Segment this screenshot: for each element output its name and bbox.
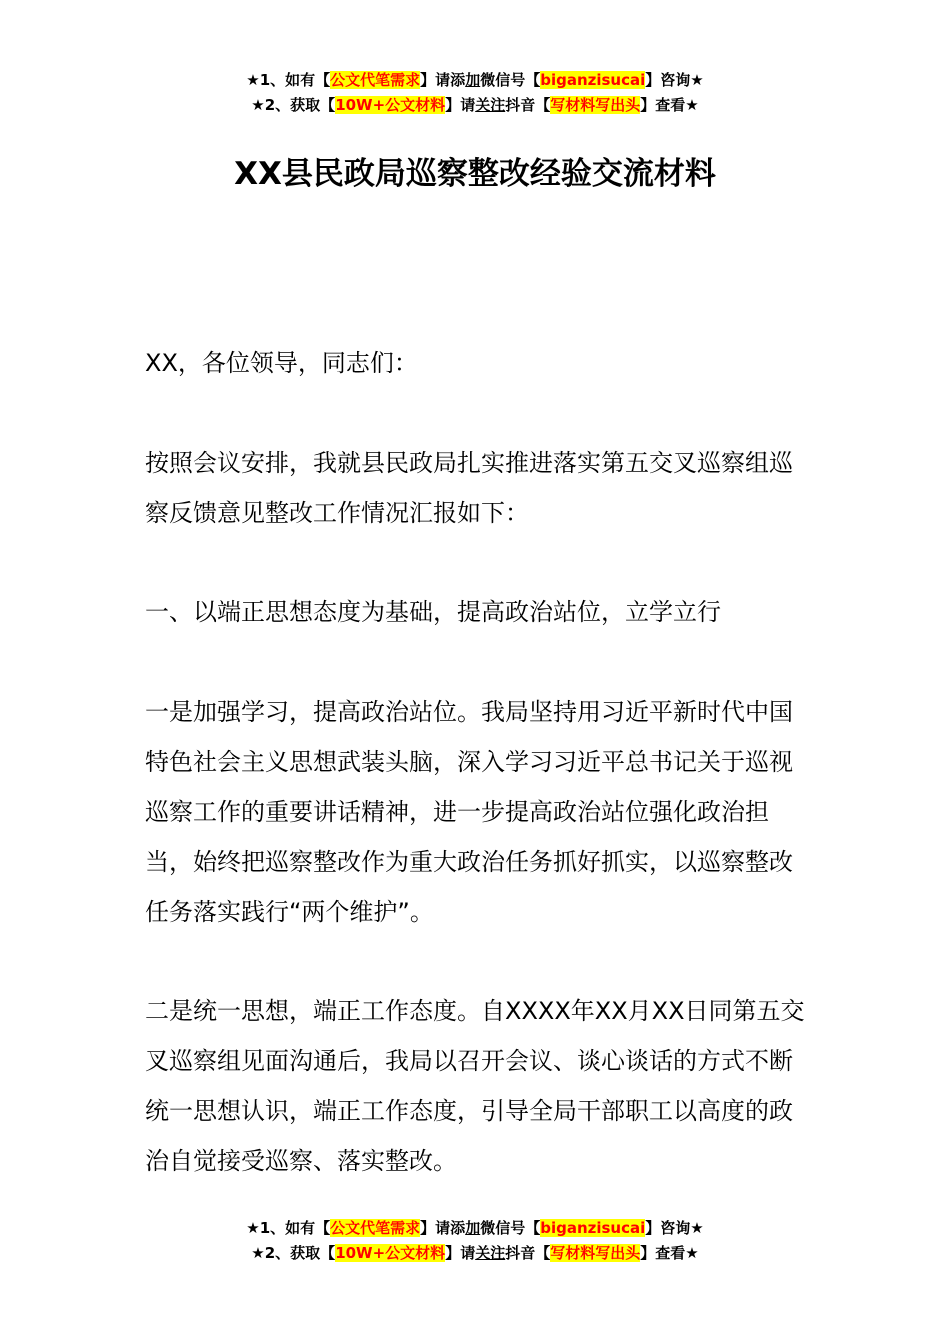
promo-line-1-text-2: 微信号【	[480, 71, 541, 89]
paragraph-point-two: 二是统一思想，端正工作态度。自XXXX年XX月XX日同第五交叉巡察组见面沟通后，我局以召开会议、谈心谈话的方式不断统一思想认识，端正工作态度，引导全局干部职工以高度的政治自觉接受巡察、落实整改。	[145, 997, 805, 1175]
promo-line-2-highlight-douyin: 写材料写出头	[550, 1244, 641, 1262]
promo-banner-bottom	[0, 1216, 950, 1266]
promo-line-1-text: 】请添	[420, 1219, 466, 1237]
promo-line-1-star-open: ★1、如有【	[246, 1219, 331, 1237]
promo-line-1-underlined: 加	[465, 71, 481, 89]
promo-line-2-star-open: ★2、获取【	[251, 96, 336, 114]
promo-line-2-text-2: 抖音【	[505, 96, 551, 114]
paragraph-point-one: 一是加强学习，提高政治站位。我局坚持用习近平新时代中国特色社会主义思想武装头脑，深入学习习近平总书记关于巡视巡察工作的重要讲话精神，进一步提高政治站位强化政治担当，始终把巡察整改作为重大政治任务抓好抓实，以巡察整改任务落实践行“两个维护”。	[145, 698, 793, 926]
promo-line-2-text-2: 抖音【	[505, 1244, 551, 1262]
promo-line-1-star-open: ★1、如有【	[246, 71, 331, 89]
promo-line-1-highlight-wechat: biganzisucai	[540, 71, 646, 89]
promo-line-1	[0, 68, 950, 93]
promo-line-1-text: 】请添	[420, 71, 466, 89]
promo-line-1-highlight-service: 公文代笔需求	[330, 71, 421, 89]
promo-line-1-end: 】咨询★	[645, 71, 704, 89]
promo-line-2-text: 】请	[445, 96, 476, 114]
promo-line-2-star-open: ★2、获取【	[251, 1244, 336, 1262]
promo-line-2-highlight-douyin: 写材料写出头	[550, 96, 641, 114]
promo-line-1-highlight-service: 公文代笔需求	[330, 1219, 421, 1237]
salutation: XX，各位领导，同志们：	[145, 349, 418, 377]
promo-line-2-text: 】请	[445, 1244, 476, 1262]
intro-paragraph: 按照会议安排，我就县民政局扎实推进落实第五交叉巡察组巡察反馈意见整改工作情况汇报如下：	[145, 449, 793, 527]
promo-line-1-highlight-wechat: biganzisucai	[540, 1219, 646, 1237]
promo-banner-top	[0, 68, 950, 118]
promo-line-1-end: 】咨询★	[645, 1219, 704, 1237]
promo-line-2-highlight-materials: 10W+公文材料	[335, 96, 446, 114]
section-heading-1: 一、以端正思想态度为基础，提高政治站位，立学立行	[145, 598, 721, 626]
promo-line-2-highlight-materials: 10W+公文材料	[335, 1244, 446, 1262]
document-title: XX县民政局巡察整改经验交流材料	[234, 156, 716, 192]
promo-line-2-underlined: 关注	[475, 96, 506, 114]
promo-line-2	[0, 93, 950, 118]
promo-line-2-end: 】查看★	[640, 1244, 699, 1262]
promo-line-2-end: 】查看★	[640, 96, 699, 114]
promo-line-1	[0, 1216, 950, 1241]
promo-line-1-text-2: 微信号【	[480, 1219, 541, 1237]
promo-line-1-underlined: 加	[465, 1219, 481, 1237]
promo-line-2	[0, 1241, 950, 1266]
promo-line-2-underlined: 关注	[475, 1244, 506, 1262]
